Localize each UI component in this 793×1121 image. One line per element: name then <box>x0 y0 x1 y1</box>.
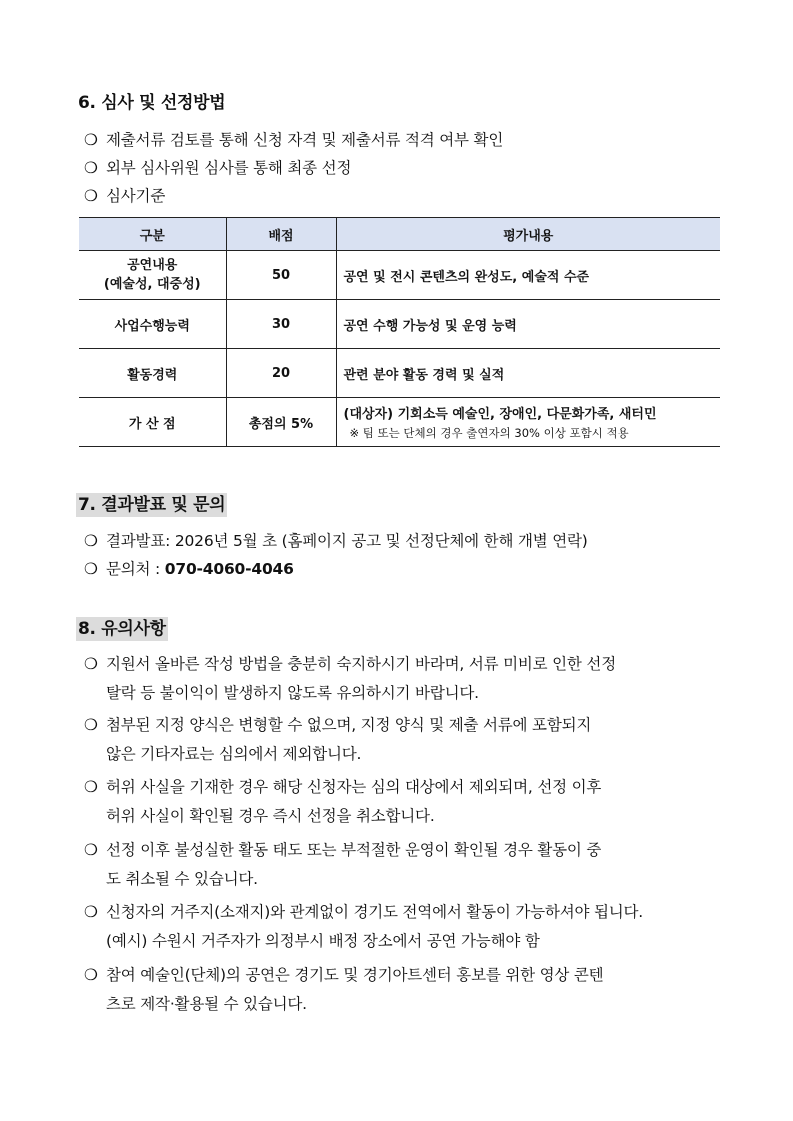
header-category: 구분 <box>79 218 226 251</box>
row-evaluation: (대상자) 기회소득 예술인, 장애인, 다문화가족, 새터민 ※ 팀 또는 단체의 경우 출연자의 30% 이상 포함시 적용 <box>336 398 720 447</box>
header-evaluation: 평가내용 <box>336 218 720 251</box>
circle-bullet-icon: ❍ <box>84 903 98 921</box>
row-score: 30 <box>226 300 336 349</box>
circle-bullet-icon: ❍ <box>84 532 98 550</box>
circle-bullet-icon: ❍ <box>84 778 98 796</box>
row-evaluation: 공연 및 전시 콘텐츠의 완성도, 예술적 수준 <box>336 251 720 300</box>
row-evaluation: 공연 수행 가능성 및 운영 능력 <box>336 300 720 349</box>
notice-item: ❍ 지원서 올바른 작성 방법을 충분히 숙지하시기 바라며, 서류 미비로 인한 선정 탈락 등 불이익이 발생하지 않도록 유의하시기 바랍니다. <box>84 650 718 708</box>
circle-bullet-icon: ❍ <box>84 159 98 177</box>
result-announcement: ❍ 결과발표: 2026년 5월 초 (홈페이지 공고 및 선정단체에 한해 개별 연락) <box>84 529 588 553</box>
section-8-title: 8. 유의사항 <box>78 619 166 639</box>
section-6-title: 6. 심사 및 선정방법 <box>78 93 226 113</box>
contact-phone: 070-4060-4046 <box>164 560 294 578</box>
contact-info <box>84 557 294 581</box>
circle-bullet-icon: ❍ <box>84 716 98 734</box>
circle-bullet-icon: ❍ <box>84 560 98 578</box>
row-note: ※ 팀 또는 단체의 경우 출연자의 30% 이상 포함시 적용 <box>349 426 629 440</box>
section-7-title: 7. 결과발표 및 문의 <box>78 495 226 515</box>
circle-bullet-icon: ❍ <box>84 841 98 859</box>
row-category: 사업수행능력 <box>79 300 226 349</box>
row-category: 가 산 점 <box>79 398 226 447</box>
notice-item: ❍ 신청자의 거주지(소재지)와 관계없이 경기도 전역에서 활동이 가능하셔야 됩니다. (예시) 수원시 거주자가 의정부시 배정 장소에서 공연 가능해야 함 <box>84 898 718 956</box>
table-header-row <box>79 218 720 251</box>
table-row <box>79 251 720 300</box>
row-evaluation: 관련 분야 활동 경력 및 실적 <box>336 349 720 398</box>
circle-bullet-icon: ❍ <box>84 131 98 149</box>
notice-item: ❍ 참여 예술인(단체)의 공연은 경기도 및 경기아트센터 홍보를 위한 영상 콘텐 츠로 제작·활용될 수 있습니다. <box>84 961 718 1019</box>
evaluation-criteria-table <box>79 217 720 447</box>
notice-item: ❍ 선정 이후 불성실한 활동 태도 또는 부적절한 운영이 확인될 경우 활동이 중 도 취소될 수 있습니다. <box>84 836 718 894</box>
row-score: 50 <box>226 251 336 300</box>
section-6-bullet: ❍ 심사기준 <box>84 184 165 208</box>
header-score: 배점 <box>226 218 336 251</box>
notice-item: ❍ 첨부된 지정 양식은 변형할 수 없으며, 지정 양식 및 제출 서류에 포함되지 않은 기타자료는 심의에서 제외합니다. <box>84 711 718 769</box>
section-6-bullet: ❍ 외부 심사위원 심사를 통해 최종 선정 <box>84 156 351 180</box>
row-score: 총점의 5% <box>226 398 336 447</box>
circle-bullet-icon: ❍ <box>84 187 98 205</box>
table-row <box>79 398 720 447</box>
circle-bullet-icon: ❍ <box>84 966 98 984</box>
contact-label: 문의처 : <box>106 560 165 578</box>
row-score: 20 <box>226 349 336 398</box>
row-category: 활동경력 <box>79 349 226 398</box>
row-category: 공연내용 (예술성, 대중성) <box>79 251 226 300</box>
table-row <box>79 300 720 349</box>
notice-item: ❍ 허위 사실을 기재한 경우 해당 신청자는 심의 대상에서 제외되며, 선정 이후 허위 사실이 확인될 경우 즉시 선정을 취소합니다. <box>84 773 718 831</box>
table-row <box>79 349 720 398</box>
section-6-bullet: ❍ 제출서류 검토를 통해 신청 자격 및 제출서류 적격 여부 확인 <box>84 128 503 152</box>
circle-bullet-icon: ❍ <box>84 655 98 673</box>
